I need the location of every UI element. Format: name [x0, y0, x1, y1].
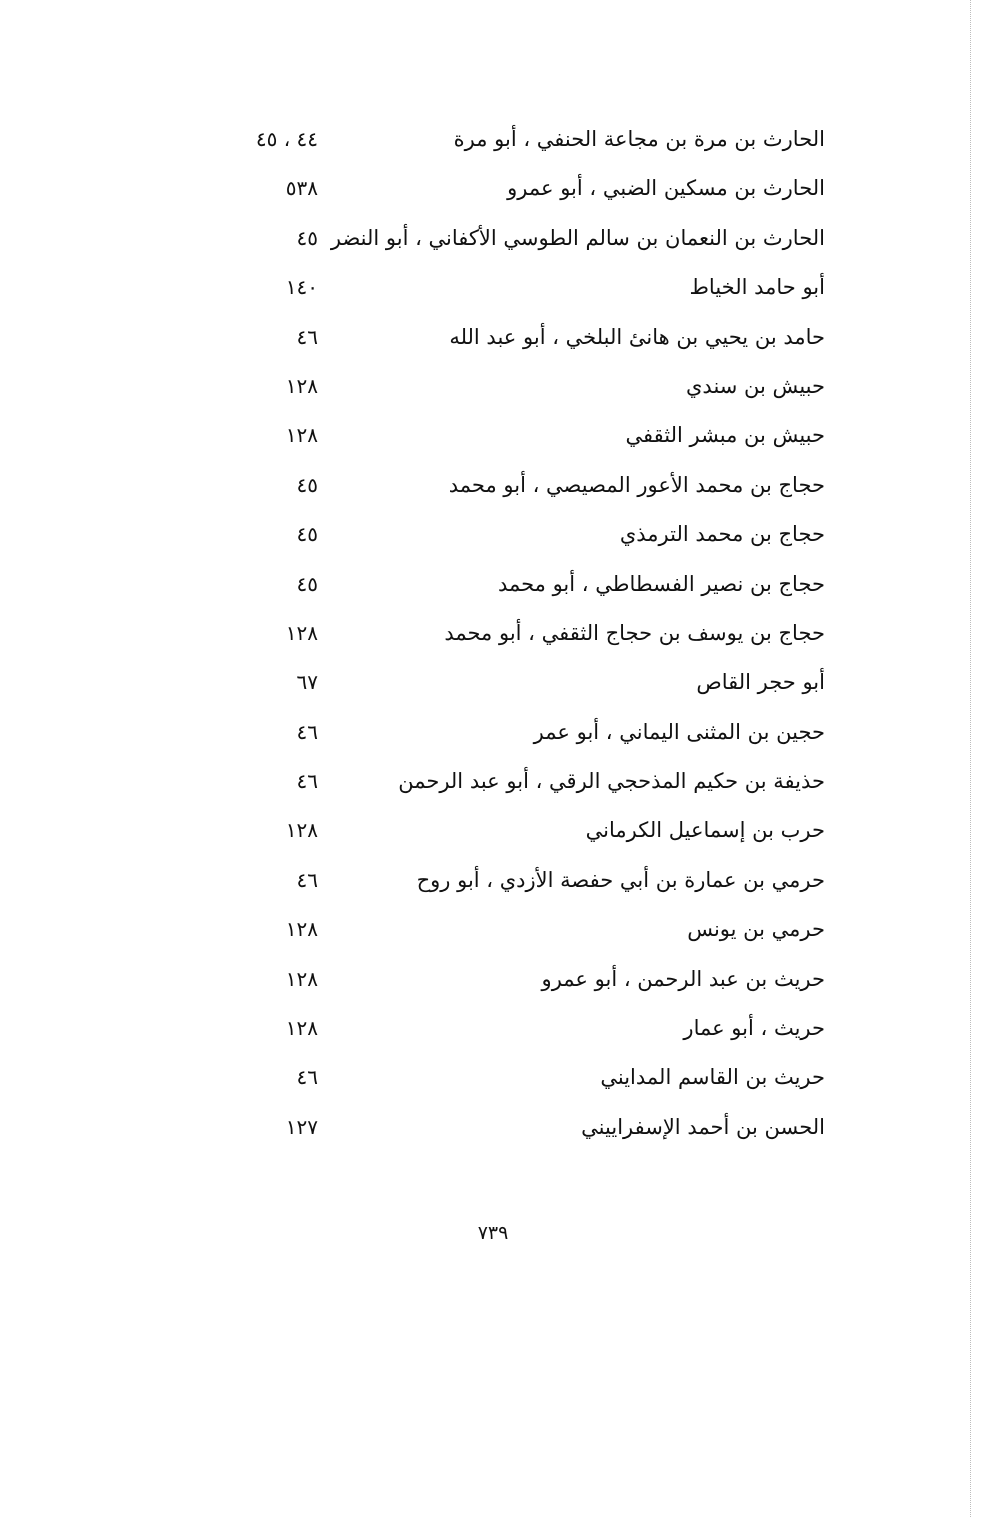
index-entry	[200, 316, 825, 365]
entry-name: حرمي بن يونس	[687, 917, 825, 942]
index-entry	[200, 118, 825, 167]
entry-page-numbers: ٤٦	[296, 769, 318, 794]
entry-name: حبيش بن سندي	[685, 373, 825, 398]
entry-page-numbers: ١٢٧	[285, 1114, 318, 1139]
index-entry	[200, 809, 825, 858]
entry-name: حامد بن يحيي بن هانئ البلخي ، أبو عبد الله	[449, 324, 825, 349]
entry-name: أبو حجر القاص	[696, 670, 825, 695]
entry-name: حجاج بن محمد الترمذي	[619, 522, 825, 547]
index-entry	[200, 365, 825, 414]
entry-page-numbers: ٥٣٨	[285, 176, 318, 201]
entry-name: الحارث بن مرة بن مجاعة الحنفي ، أبو مرة	[453, 127, 825, 151]
entry-page-numbers: ٤٦	[296, 867, 318, 892]
entry-page-numbers: ١٢٨	[285, 620, 318, 645]
index-entry	[200, 1056, 825, 1105]
entry-page-numbers: ١٢٨	[285, 1016, 318, 1041]
index-entry	[200, 563, 825, 612]
index-entry	[200, 513, 825, 562]
index-entry	[200, 266, 825, 315]
page-number: ٧٣٩	[477, 1222, 509, 1244]
entry-name: الحارث بن النعمان بن سالم الطوسي الأكفاني ، أبو النضر	[330, 225, 825, 250]
index-entry	[200, 908, 825, 957]
entry-name: الحارث بن مسكين الضبي ، أبو عمرو	[507, 176, 825, 201]
entry-page-numbers: ٤٥	[296, 225, 318, 250]
index-entry	[200, 859, 825, 908]
index-entry	[200, 760, 825, 809]
entry-name: حجين بن المثنى اليماني ، أبو عمر	[533, 719, 825, 744]
index-entry	[200, 711, 825, 760]
entry-page-numbers: ٤٥	[296, 571, 318, 596]
entry-page-numbers: ٤٦	[296, 324, 318, 349]
index-entry	[200, 167, 825, 216]
entry-name: أبو حامد الخياط	[689, 275, 825, 300]
entry-page-numbers: ٤٥	[296, 522, 318, 547]
entry-name: حرب بن إسماعيل الكرماني	[585, 818, 825, 843]
entry-page-numbers: ١٢٨	[285, 966, 318, 991]
index-entry	[200, 612, 825, 661]
entry-page-numbers: ٤٤ ، ٤٥	[255, 127, 318, 151]
index-entry	[200, 958, 825, 1007]
entry-name: حجاج بن محمد الأعور المصيصي ، أبو محمد	[448, 472, 825, 497]
index-entry	[200, 217, 825, 266]
entry-name: حريث ، أبو عمار	[683, 1016, 825, 1041]
entry-page-numbers: ١٤٠	[285, 275, 318, 300]
entry-name: الحسن بن أحمد الإسفراييني	[581, 1114, 825, 1139]
index-entry	[200, 1106, 825, 1155]
entry-page-numbers: ١٢٨	[285, 818, 318, 843]
entry-name: حبيش بن مبشر الثقفي	[625, 423, 825, 448]
entry-name: حريث بن القاسم المدايني	[600, 1065, 825, 1090]
scan-edge-line	[970, 0, 971, 1517]
entry-page-numbers: ١٢٨	[285, 917, 318, 942]
index-entry	[200, 661, 825, 710]
entry-page-numbers: ١٢٨	[285, 373, 318, 398]
entry-name: حذيفة بن حكيم المذحجي الرقي ، أبو عبد الرحمن	[398, 769, 825, 794]
entry-page-numbers: ١٢٨	[285, 423, 318, 448]
index-entry	[200, 464, 825, 513]
index-entry	[200, 414, 825, 463]
entry-page-numbers: ٤٦	[296, 1065, 318, 1090]
entry-page-numbers: ٦٧	[296, 670, 318, 695]
name-index-list	[200, 118, 825, 1155]
entry-name: حريث بن عبد الرحمن ، أبو عمرو	[541, 966, 825, 991]
index-entry	[200, 1007, 825, 1056]
entry-name: حجاج بن يوسف بن حجاج الثقفي ، أبو محمد	[444, 620, 825, 645]
entry-name: حجاج بن نصير الفسطاطي ، أبو محمد	[497, 571, 825, 596]
entry-page-numbers: ٤٦	[296, 719, 318, 744]
entry-page-numbers: ٤٥	[296, 472, 318, 497]
entry-name: حرمي بن عمارة بن أبي حفصة الأزدي ، أبو روح	[416, 867, 825, 892]
